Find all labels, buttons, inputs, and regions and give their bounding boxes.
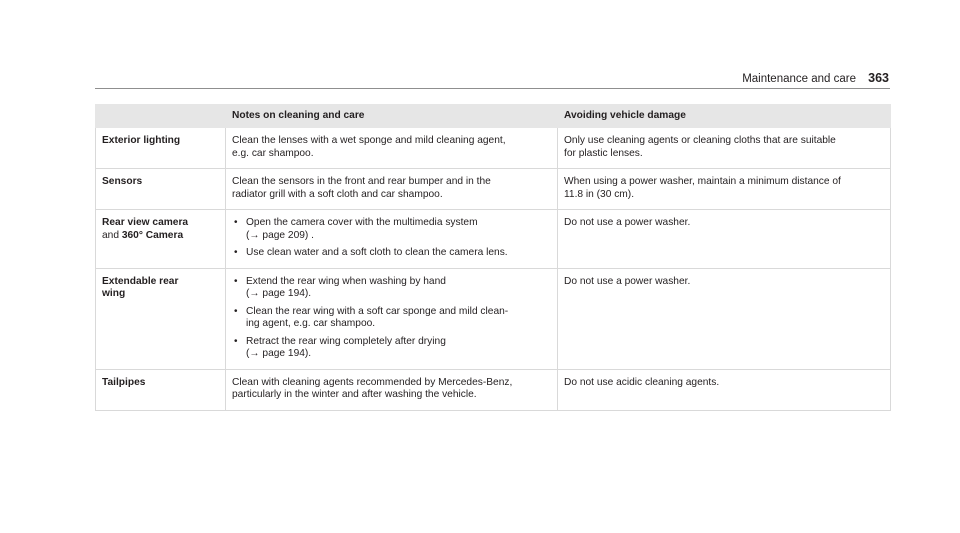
label-bold: 360° Camera bbox=[121, 229, 184, 241]
bullet-list bbox=[232, 276, 551, 361]
text-line: Use clean water and a soft cloth to clean the camera lens. bbox=[246, 247, 508, 258]
table-row bbox=[96, 128, 891, 169]
row-label-tailpipes: Tailpipes bbox=[96, 369, 226, 410]
text-line bbox=[102, 230, 219, 243]
text-line: 11.8 in (30 cm). bbox=[564, 188, 635, 200]
list-item bbox=[232, 276, 551, 301]
list-item bbox=[232, 217, 551, 242]
column-header-avoiding-damage: Avoiding vehicle damage bbox=[558, 105, 891, 128]
bullet-list bbox=[232, 217, 551, 260]
column-header-item bbox=[96, 105, 226, 128]
bullet-icon: • bbox=[234, 335, 238, 347]
text-line: particularly in the winter and after washing the vehicle. bbox=[232, 389, 477, 400]
text-line: Clean the lenses with a wet sponge and mild cleaning agent, bbox=[232, 135, 506, 146]
text-line: ing agent, e.g. car shampoo. bbox=[246, 318, 376, 329]
bullet-icon: • bbox=[234, 247, 238, 258]
text-line: Extend the rear wing when washing by hand bbox=[246, 275, 446, 287]
row-notes-exterior-lighting bbox=[226, 128, 558, 169]
table-row bbox=[96, 369, 891, 410]
text-line: for plastic lenses. bbox=[564, 147, 643, 159]
row-notes-tailpipes bbox=[226, 369, 558, 410]
row-label-camera bbox=[96, 210, 226, 269]
row-notes-camera bbox=[226, 210, 558, 269]
text-line: wing bbox=[102, 288, 126, 299]
text-line: Clean the sensors in the front and rear bumper and in the bbox=[232, 176, 491, 187]
cleaning-care-table bbox=[95, 104, 891, 411]
list-item bbox=[232, 306, 551, 331]
row-notes-rear-wing bbox=[226, 268, 558, 369]
list-item bbox=[232, 247, 551, 260]
row-label-exterior-lighting: Exterior lighting bbox=[96, 128, 226, 169]
page-number: 363 bbox=[868, 71, 889, 85]
page-reference-link[interactable]: (→ page 209) . bbox=[246, 229, 314, 241]
table-header-row bbox=[96, 105, 891, 128]
text-line: Retract the rear wing completely after drying bbox=[246, 335, 446, 347]
table-row bbox=[96, 169, 891, 210]
text-line: e.g. car shampoo. bbox=[232, 147, 314, 159]
text-line: Open the camera cover with the multimedia system bbox=[246, 217, 478, 228]
text-line: Extendable rear bbox=[102, 275, 179, 287]
bullet-icon: • bbox=[234, 217, 238, 228]
text-line: radiator grill with a soft cloth and car shampoo. bbox=[232, 188, 443, 200]
table-row bbox=[96, 210, 891, 269]
text-line: When using a power washer, maintain a minimum distance of bbox=[564, 176, 841, 187]
row-avoid-rear-wing: Do not use a power washer. bbox=[558, 268, 891, 369]
header-rule bbox=[95, 88, 890, 89]
row-avoid-sensors bbox=[558, 169, 891, 210]
section-title: Maintenance and care bbox=[742, 73, 856, 85]
bullet-icon: • bbox=[234, 305, 238, 317]
list-item bbox=[232, 336, 551, 361]
row-avoid-tailpipes: Do not use acidic cleaning agents. bbox=[558, 369, 891, 410]
label-prefix: and bbox=[102, 229, 122, 241]
row-label-rear-wing bbox=[96, 268, 226, 369]
text-line: Rear view camera bbox=[102, 217, 189, 228]
page-reference-link[interactable]: (→ page 194). bbox=[246, 288, 312, 299]
row-avoid-exterior-lighting bbox=[558, 128, 891, 169]
text-line: Clean with cleaning agents recommended by Mercedes-Benz, bbox=[232, 376, 513, 388]
row-label-sensors: Sensors bbox=[96, 169, 226, 210]
bullet-icon: • bbox=[234, 275, 238, 287]
page-reference-link[interactable]: (→ page 194). bbox=[246, 348, 312, 359]
text-line: Only use cleaning agents or cleaning cloths that are suitable bbox=[564, 135, 836, 146]
row-avoid-camera: Do not use a power washer. bbox=[558, 210, 891, 269]
table-row bbox=[96, 268, 891, 369]
text-line: Clean the rear wing with a soft car sponge and mild clean- bbox=[246, 305, 509, 317]
row-notes-sensors bbox=[226, 169, 558, 210]
column-header-notes: Notes on cleaning and care bbox=[226, 105, 558, 128]
